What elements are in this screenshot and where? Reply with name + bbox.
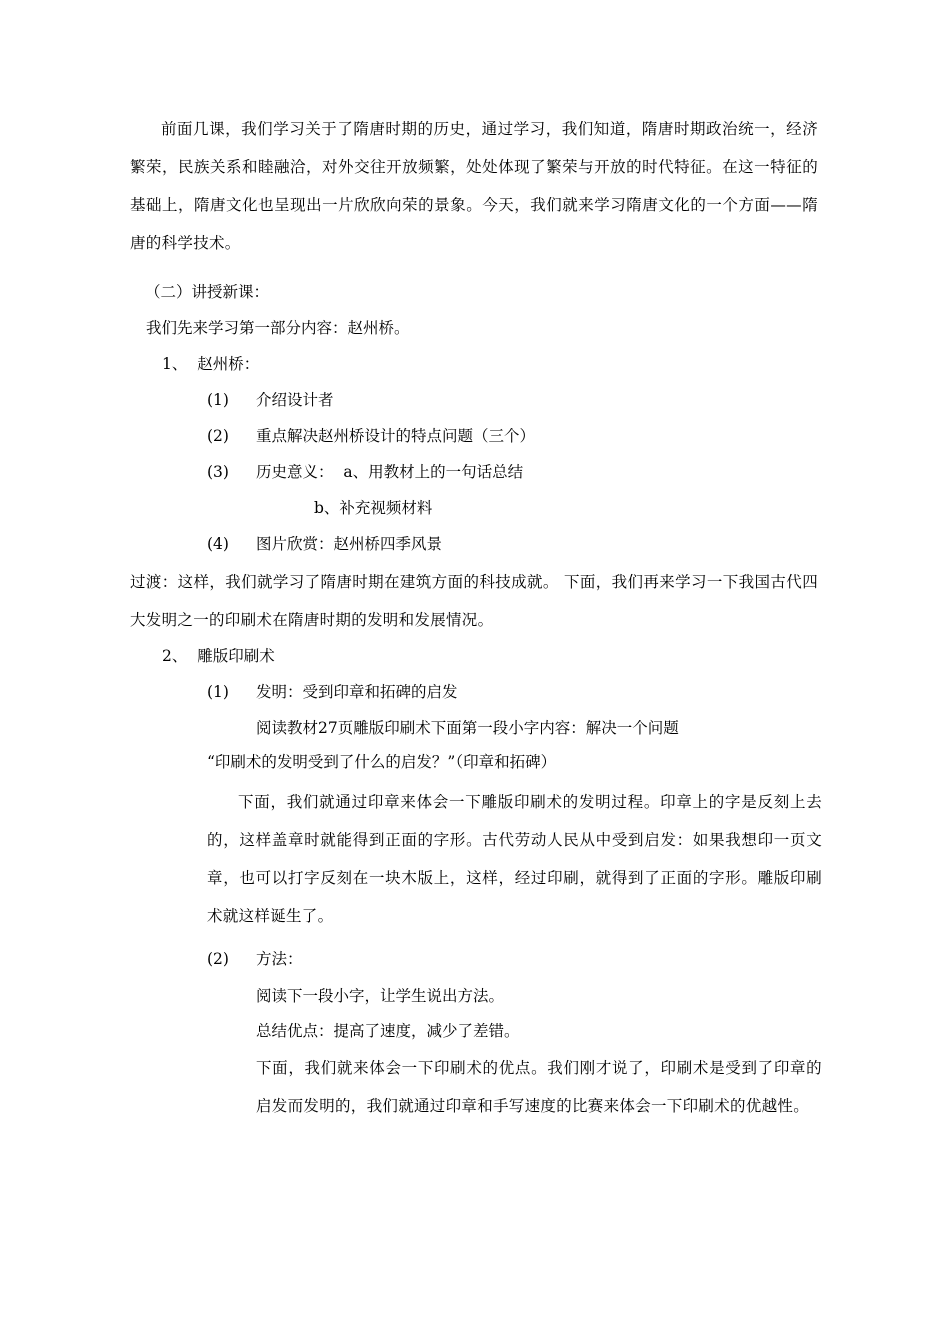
item1-sub-3 <box>207 462 523 482</box>
method-read-line: 阅读下一段小字，让学生说出方法。 <box>256 987 505 1005</box>
sub-number: (3) <box>207 463 229 481</box>
first-part-line: 我们先来学习第一部分内容：赵州桥。 <box>146 319 410 337</box>
item1-sub-3b: b、补充视频材料 <box>314 499 433 517</box>
section-heading-lecture: （二）讲授新课： <box>145 283 270 301</box>
advantage-paragraph: 下面，我们就来体会一下印刷术的优点。我们刚才说了，印刷术是受到了印章的启发而发明的，我们就通过印章和手写速度的比赛来体会一下印刷术的优越性。 <box>256 1059 822 1115</box>
sub-number: (4) <box>207 535 229 553</box>
item2-number: 2、 <box>162 647 188 665</box>
item1-number: 1、 <box>162 355 188 373</box>
explain-paragraph: 下面，我们就通过印章来体会一下雕版印刷术的发明过程。印章上的字是反刻上去的，这样盖章时就能得到正面的字形。古代劳动人民从中受到启发：如果我想印一页文章，也可以打字反刻在一块木版上，这样，经过印刷，就得到了正面的字形。雕版印刷术就这样诞生了。 <box>207 793 822 925</box>
sub-text: 方法： <box>256 950 303 968</box>
item2-heading <box>162 646 275 666</box>
item1-sub-4 <box>207 534 442 554</box>
sub-text: 重点解决赵州桥设计的特点问题（三个） <box>256 427 536 445</box>
method-line <box>207 949 303 969</box>
item2-title: 雕版印刷术 <box>197 647 275 665</box>
sub-text: 历史意义： a、用教材上的一句话总结 <box>256 463 524 481</box>
item1-sub-2 <box>207 426 535 446</box>
item1-heading <box>162 354 259 374</box>
method-summary-line: 总结优点：提高了速度，减少了差错。 <box>256 1022 520 1040</box>
item1-title: 赵州桥： <box>197 355 260 373</box>
intro-paragraph: 前面几课，我们学习关于了隋唐时期的历史，通过学习，我们知道，隋唐时期政治统一，经济繁荣，民族关系和睦融洽，对外交往开放频繁，处处体现了繁荣与开放的时代特征。在这一特征的基础上，隋唐文化也呈现出一片欣欣向荣的景象。今天，我们就来学习隋唐文化的一个方面——隋唐的科学技术。 <box>130 120 818 252</box>
transition-paragraph: 过渡：这样，我们就学习了隋唐时期在建筑方面的科技成就。 下面，我们再来学习一下我国古代四大发明之一的印刷术在隋唐时期的发明和发展情况。 <box>130 573 818 629</box>
invention-line <box>207 682 458 702</box>
sub-number: (1) <box>207 391 229 409</box>
sub-number: (2) <box>207 950 229 968</box>
sub-text: 发明：受到印章和拓碑的启发 <box>256 683 458 701</box>
item1-sub-1 <box>207 390 334 410</box>
sub-text: 图片欣赏：赵州桥四季风景 <box>256 535 443 553</box>
question-line: “印刷术的发明受到了什么的启发？”（印章和拓碑） <box>207 753 557 771</box>
sub-number: (1) <box>207 683 229 701</box>
read-task-line: 阅读教材27页雕版印刷术下面第一段小字内容：解决一个问题 <box>256 719 679 737</box>
sub-text: 介绍设计者 <box>256 391 334 409</box>
sub-number: (2) <box>207 427 229 445</box>
